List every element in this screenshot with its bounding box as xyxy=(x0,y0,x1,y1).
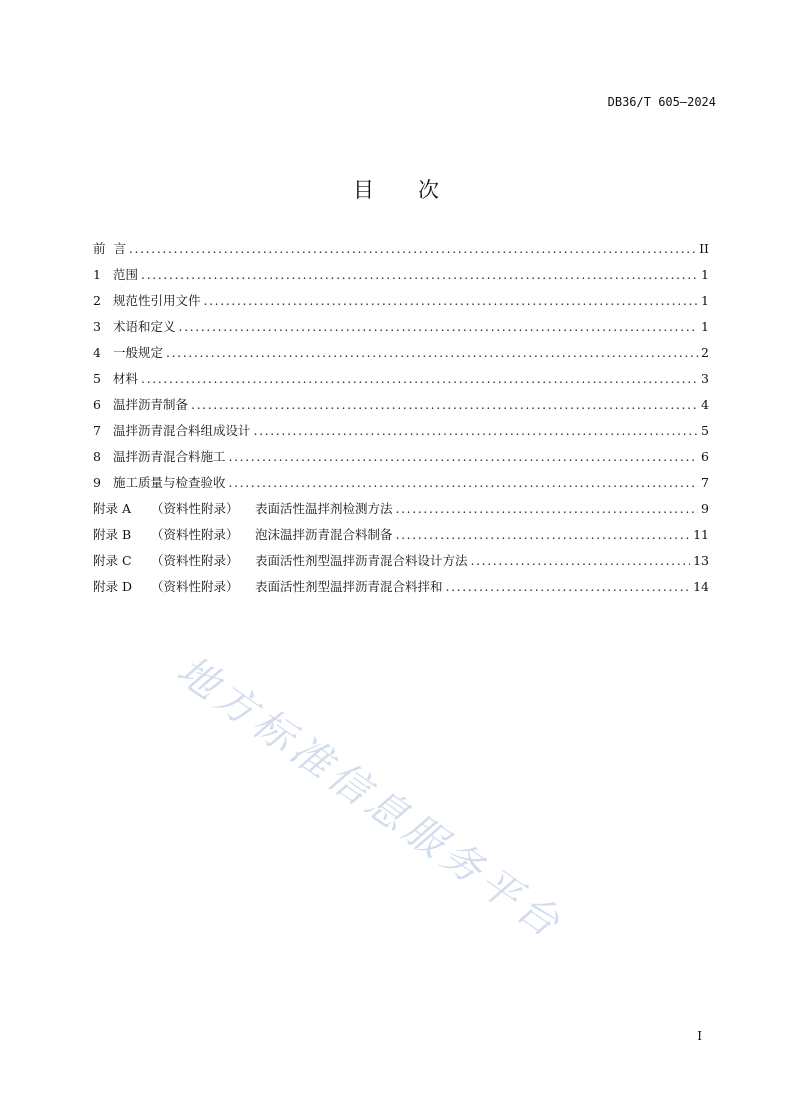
toc-item-4[interactable] xyxy=(93,340,709,366)
appendix-id: 附录 B xyxy=(93,527,132,542)
toc-item-5[interactable] xyxy=(93,366,709,392)
toc-leader-dots xyxy=(229,444,699,470)
toc-item-page: 2 xyxy=(701,345,709,360)
toc-item-number: 2 xyxy=(93,293,101,308)
toc-item-page: 14 xyxy=(693,579,709,594)
toc-item-label: 温拌沥青混合料施工 xyxy=(113,449,226,464)
toc-leader-dots xyxy=(229,470,699,496)
appendix-kind: （资料性附录） xyxy=(151,527,239,542)
toc-item-label: 前 言 xyxy=(93,241,126,256)
toc-item-number: 8 xyxy=(93,449,101,464)
toc-item-label: 规范性引用文件 xyxy=(113,293,201,308)
appendix-label: 表面活性温拌剂检测方法 xyxy=(255,501,393,516)
toc-leader-dots xyxy=(396,496,699,522)
page-title xyxy=(0,174,792,204)
table-of-contents xyxy=(93,236,709,600)
toc-item-label: 温拌沥青制备 xyxy=(113,397,189,412)
toc-item-page: 1 xyxy=(701,267,709,282)
appendix-id: 附录 C xyxy=(93,553,132,568)
toc-item-page: 5 xyxy=(701,423,709,438)
toc-item-number: 3 xyxy=(93,319,101,334)
toc-item-page: 1 xyxy=(701,293,709,308)
toc-leader-dots xyxy=(471,548,691,574)
toc-item-page: 3 xyxy=(701,371,709,386)
toc-leader-dots xyxy=(446,574,691,600)
toc-item-3[interactable] xyxy=(93,314,709,340)
toc-item-number: 5 xyxy=(93,371,101,386)
toc-item-label: 温拌沥青混合料组成设计 xyxy=(113,423,251,438)
appendix-kind: （资料性附录） xyxy=(151,579,239,594)
toc-item-page: II xyxy=(699,241,709,256)
appendix-label: 表面活性剂型温拌沥青混合料拌和 xyxy=(255,579,443,594)
toc-item-number: 6 xyxy=(93,397,101,412)
appendix-label: 泡沫温拌沥青混合料制备 xyxy=(255,527,393,542)
toc-item-page: 11 xyxy=(693,527,709,542)
toc-item-page: 13 xyxy=(693,553,709,568)
appendix-id: 附录 D xyxy=(93,579,132,594)
toc-item-label: 术语和定义 xyxy=(113,319,176,334)
toc-item-number: 7 xyxy=(93,423,101,438)
toc-leader-dots xyxy=(129,236,696,262)
title-char-2: 次 xyxy=(418,178,439,202)
toc-item-label: 范围 xyxy=(113,267,139,282)
toc-appendix-b[interactable] xyxy=(93,522,709,548)
toc-appendix-a[interactable] xyxy=(93,496,709,522)
appendix-kind: （资料性附录） xyxy=(151,553,239,568)
page-number: I xyxy=(697,1029,702,1043)
toc-item-9[interactable] xyxy=(93,470,709,496)
toc-item-number: 4 xyxy=(93,345,101,360)
toc-item-label: 材料 xyxy=(113,371,139,386)
toc-item-page: 7 xyxy=(701,475,709,490)
toc-item-page: 6 xyxy=(701,449,709,464)
toc-leader-dots xyxy=(141,366,698,392)
toc-leader-dots xyxy=(166,340,698,366)
toc-leader-dots xyxy=(191,392,698,418)
toc-item-foreword[interactable] xyxy=(93,236,709,262)
toc-item-1[interactable] xyxy=(93,262,709,288)
document-code: DB36/T 605—2024 xyxy=(607,95,716,109)
toc-leader-dots xyxy=(254,418,699,444)
toc-item-page: 1 xyxy=(701,319,709,334)
toc-item-label: 一般规定 xyxy=(113,345,164,360)
appendix-label: 表面活性剂型温拌沥青混合料设计方法 xyxy=(255,553,468,568)
toc-leader-dots xyxy=(141,262,698,288)
toc-item-page: 9 xyxy=(701,501,709,516)
toc-appendix-d[interactable] xyxy=(93,574,709,600)
appendix-kind: （资料性附录） xyxy=(151,501,239,516)
watermark: 地方标准信息服务平台 xyxy=(168,647,572,949)
title-char-1: 目 xyxy=(353,178,374,202)
appendix-id: 附录 A xyxy=(93,501,132,516)
toc-leader-dots xyxy=(204,288,699,314)
toc-item-page: 4 xyxy=(701,397,709,412)
toc-item-8[interactable] xyxy=(93,444,709,470)
toc-item-6[interactable] xyxy=(93,392,709,418)
toc-item-2[interactable] xyxy=(93,288,709,314)
toc-appendix-c[interactable] xyxy=(93,548,709,574)
toc-leader-dots xyxy=(179,314,699,340)
toc-item-number: 9 xyxy=(93,475,101,490)
toc-item-number: 1 xyxy=(93,267,101,282)
toc-leader-dots xyxy=(396,522,691,548)
toc-item-7[interactable] xyxy=(93,418,709,444)
toc-item-label: 施工质量与检查验收 xyxy=(113,475,226,490)
